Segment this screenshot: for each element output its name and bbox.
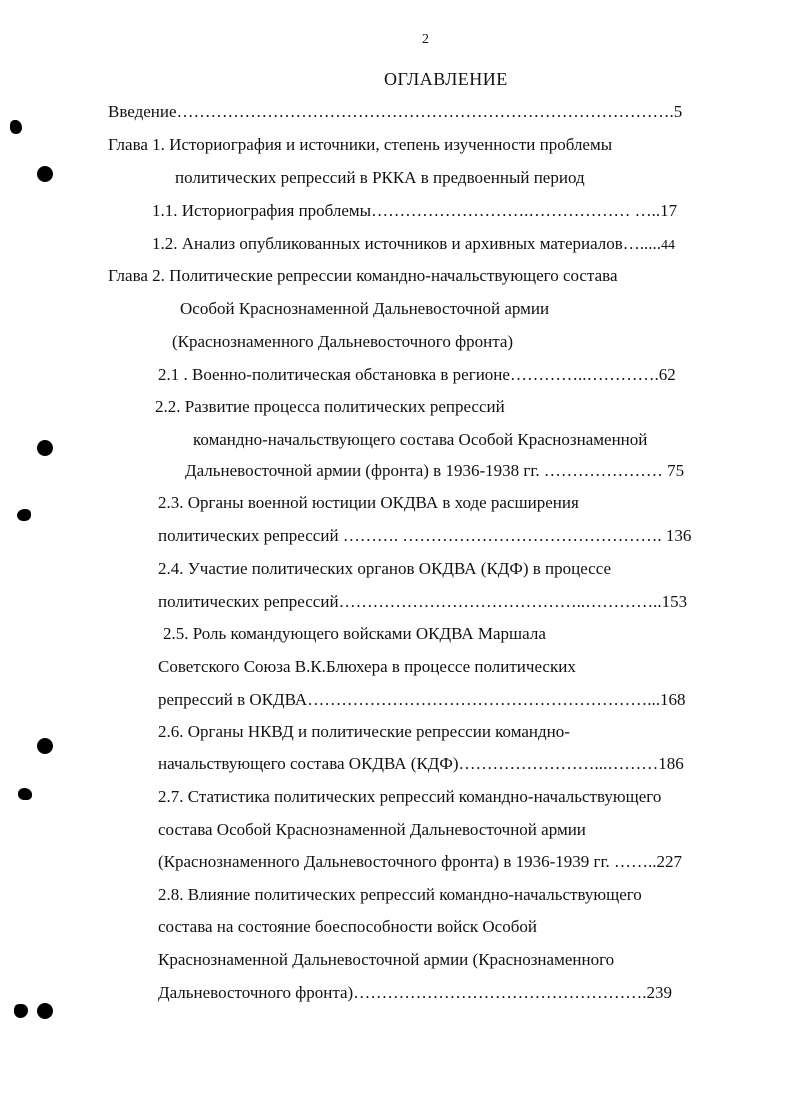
toc-leader: ……………………….……………… …..	[371, 201, 661, 220]
toc-page-number: 168	[659, 690, 686, 709]
toc-page-number: 239	[646, 983, 672, 1002]
toc-line	[193, 429, 647, 451]
toc-text: (Краснознаменного Дальневосточного фронта)	[172, 332, 514, 351]
toc-text: политических репрессий	[158, 592, 339, 611]
toc-leader: ….....	[622, 234, 662, 253]
toc-line	[158, 753, 684, 775]
toc-page-number: 136	[665, 526, 692, 545]
toc-text: Дальневосточной армии (фронта) в 1936-1938 гг.	[185, 461, 544, 480]
page-number: 2	[422, 32, 429, 47]
toc-text: 1.2. Анализ опубликованных источников и архивных материалов	[152, 234, 623, 253]
toc-text: 2.7. Статистика политических репрессий командно-начальствующего	[158, 787, 662, 806]
toc-line	[152, 233, 675, 257]
toc-leader: ……………………...………	[458, 754, 659, 773]
toc-text: Глава 1. Историография и источники, степень изученности проблемы	[108, 135, 613, 154]
punch-hole	[37, 166, 53, 182]
toc-line	[108, 134, 612, 156]
toc-text: политических репрессий	[158, 526, 343, 545]
toc-text: политических репрессий в РККА в предвоенный период	[175, 168, 585, 187]
toc-text: 2.5. Роль командующего войсками ОКДВА Маршала	[163, 624, 546, 643]
toc-line	[158, 492, 579, 514]
toc-line	[158, 364, 676, 386]
toc-line	[158, 819, 586, 841]
toc-text: Введение	[108, 102, 177, 121]
toc-line	[108, 265, 618, 287]
toc-leader: ……………………………………………………...	[307, 690, 660, 709]
toc-text: Особой Краснознаменной Дальневосточной армии	[180, 299, 550, 318]
toc-leader: …………………………………………………………………………….	[176, 102, 674, 121]
toc-line	[158, 689, 685, 711]
toc-text: начальствующего состава ОКДВА (КДФ)	[158, 754, 459, 773]
toc-leader: ……………………………………..…………..	[338, 592, 662, 611]
toc-text: состава на состояние боеспособности войск Особой	[158, 917, 537, 936]
toc-line	[158, 916, 537, 938]
punch-hole	[18, 788, 32, 800]
punch-hole	[17, 509, 31, 521]
toc-page-number: 44	[661, 238, 676, 253]
toc-line	[158, 786, 661, 808]
toc-line	[172, 331, 513, 353]
toc-line	[158, 721, 570, 743]
toc-text: Дальневосточного фронта)	[158, 983, 354, 1002]
punch-hole	[14, 1004, 28, 1018]
toc-leader: …………………………………………….	[353, 983, 647, 1002]
toc-line	[158, 525, 691, 547]
toc-page-number: 17	[660, 201, 678, 220]
toc-text: 2.4. Участие политических органов ОКДВА (КДФ) в процессе	[158, 559, 612, 578]
toc-leader: …………..………….	[509, 365, 659, 384]
toc-page-number: 153	[661, 592, 688, 611]
toc-page-number: 186	[658, 754, 684, 773]
toc-text: 2.1 . Военно-политическая обстановка в регионе	[158, 365, 510, 384]
toc-text: Краснознаменной Дальневосточной армии (Краснознаменного	[158, 950, 615, 969]
toc-text: (Краснознаменного Дальневосточного фронта) в 1936-1939 гг.	[158, 852, 615, 871]
toc-text: 2.6. Органы НКВД и политические репрессии командно-	[158, 722, 570, 741]
toc-line	[108, 101, 682, 123]
toc-text: 2.8. Влияние политических репрессий командно-начальствующего	[158, 885, 642, 904]
toc-leader: ……..	[614, 852, 657, 871]
punch-hole	[37, 738, 53, 754]
toc-text: Глава 2. Политические репрессии командно-начальствующего состава	[108, 266, 618, 285]
toc-text: Советского Союза В.К.Блюхера в процессе политических	[158, 657, 576, 676]
toc-line	[158, 656, 576, 678]
toc-leader: …………………	[543, 461, 668, 480]
toc-line	[152, 200, 677, 222]
toc-line	[175, 167, 585, 189]
toc-line	[158, 851, 682, 873]
toc-text: состава Особой Краснознаменной Дальневосточной армии	[158, 820, 586, 839]
toc-text: командно-начальствующего состава Особой Краснознаменной	[193, 430, 648, 449]
toc-text: 2.3. Органы военной юстиции ОКДВА в ходе расширения	[158, 493, 579, 512]
toc-line	[180, 298, 549, 320]
punch-hole	[37, 1003, 53, 1019]
toc-page-number: 227	[656, 852, 683, 871]
toc-line	[163, 623, 546, 645]
toc-page-number: 75	[667, 461, 685, 480]
toc-line	[158, 884, 642, 906]
toc-line	[158, 558, 611, 580]
toc-text: 1.1. Историография проблемы	[152, 201, 372, 220]
toc-leader: ………. ……………………………………….	[342, 526, 666, 545]
toc-line	[158, 949, 614, 971]
toc-line	[155, 396, 505, 418]
toc-text: 2.2. Развитие процесса политических репрессий	[155, 397, 505, 416]
toc-text: репрессий в ОКДВА	[158, 690, 308, 709]
toc-line	[158, 591, 687, 613]
toc-page-number: 62	[658, 365, 676, 384]
punch-hole	[10, 120, 22, 134]
page-title: ОГЛАВЛЕНИЕ	[384, 69, 508, 89]
toc-line	[158, 982, 672, 1004]
toc-page-number: 5	[673, 102, 683, 121]
toc-line	[185, 460, 684, 482]
punch-hole	[37, 440, 53, 456]
